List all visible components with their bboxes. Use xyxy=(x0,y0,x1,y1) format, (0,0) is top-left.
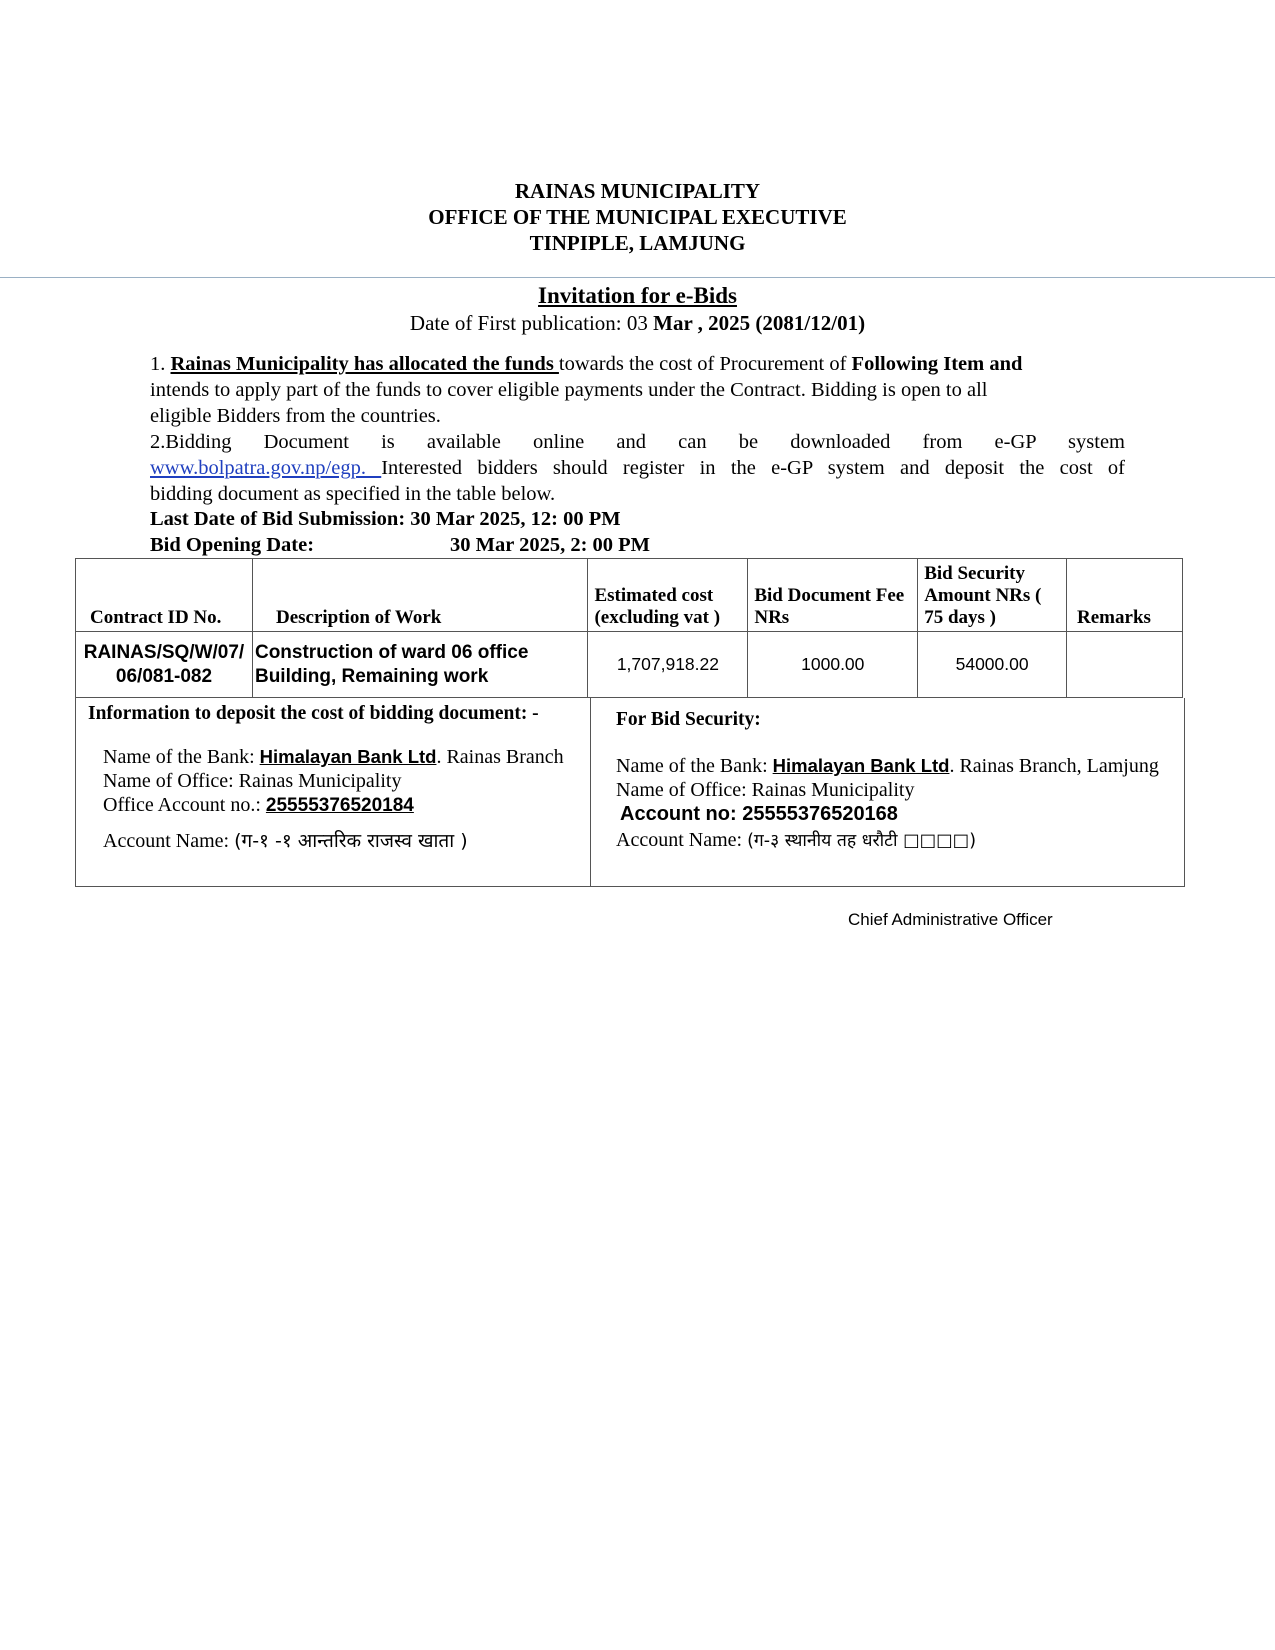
office-name: OFFICE OF THE MUNICIPAL EXECUTIVE xyxy=(428,205,847,229)
security-office: Name of Office: Rainas Municipality xyxy=(616,779,915,801)
deposit-bank: Name of the Bank: Himalayan Bank Ltd. Rainas Branch xyxy=(103,746,564,768)
description-cell: Construction of ward 06 office Building, Remaining work xyxy=(252,632,588,698)
deposit-account: Office Account no.: 25555376520184 xyxy=(103,794,414,816)
paragraph-1: 1. Rainas Municipality has allocated the funds towards the cost of Procurement of Following Item and intends to apply part of the funds to cover eligible payments under the Contract. Bidding is open to all eligible Bidders from the countries. xyxy=(150,353,1023,427)
remarks-cell xyxy=(1067,632,1183,698)
deposit-info-section xyxy=(76,698,591,886)
deposit-account-name: Account Name: (ग-१ -१ आन्तरिक राजस्व खाता ) xyxy=(103,830,468,852)
office-location: TINPIPLE, LAMJUNG xyxy=(529,231,746,255)
bid-table xyxy=(75,558,1183,698)
security-bank: Name of the Bank: Himalayan Bank Ltd. Rainas Branch, Lamjung xyxy=(616,755,1159,777)
opening-date-value: 30 Mar 2025, 2: 00 PM xyxy=(450,534,651,556)
contract-id-cell: RAINAS/SQ/W/07/ 06/081-082 xyxy=(76,632,253,698)
header-divider xyxy=(0,277,1275,278)
header-document-fee: Bid Document Fee NRs xyxy=(748,559,918,632)
deposit-office: Name of Office: Rainas Municipality xyxy=(103,770,402,792)
header-remarks: Remarks xyxy=(1067,559,1183,632)
header-description: Description of Work xyxy=(252,559,588,632)
notice-title: Invitation for e-Bids xyxy=(538,283,737,308)
publication-date: Date of First publication: 03 Mar , 2025 (2081/12/01) xyxy=(409,311,866,335)
table-header-row xyxy=(76,559,1183,632)
signatory-title: Chief Administrative Officer xyxy=(848,910,1053,929)
header-contract-id: Contract ID No. xyxy=(76,559,253,632)
paragraph-2: 2.Bidding Document is available online and can be downloaded from e-GP system www.bolpatra.gov.np/egp. Interested bidders should register in the e-GP system and deposit the cost of bidding document as specified in the table below. xyxy=(150,431,1125,505)
estimated-cost-cell: 1,707,918.22 xyxy=(588,632,748,698)
egp-link[interactable]: www.bolpatra.gov.np/egp. xyxy=(150,457,382,479)
header-bid-security: Bid Security Amount NRs ( 75 days ) xyxy=(918,559,1067,632)
security-account: Account no: 25555376520168 xyxy=(620,803,898,825)
deposit-info-heading: Information to deposit the cost of bidding document: - xyxy=(88,703,539,724)
bid-security-cell: 54000.00 xyxy=(918,632,1067,698)
municipality-name: RAINAS MUNICIPALITY xyxy=(514,179,761,203)
header-estimated-cost: Estimated cost (excluding vat ) xyxy=(588,559,748,632)
table-row xyxy=(76,632,1183,698)
submission-date: Last Date of Bid Submission: 30 Mar 2025, 12: 00 PM xyxy=(150,508,621,530)
security-account-name: Account Name: (ग-३ स्थानीय तह धरौटी □□□□) xyxy=(616,829,977,851)
payment-info-box xyxy=(75,698,1185,887)
bid-security-heading: For Bid Security: xyxy=(616,709,761,730)
document-fee-cell: 1000.00 xyxy=(748,632,918,698)
bid-security-section xyxy=(591,698,1184,886)
opening-date-label: Bid Opening Date: xyxy=(150,534,315,556)
